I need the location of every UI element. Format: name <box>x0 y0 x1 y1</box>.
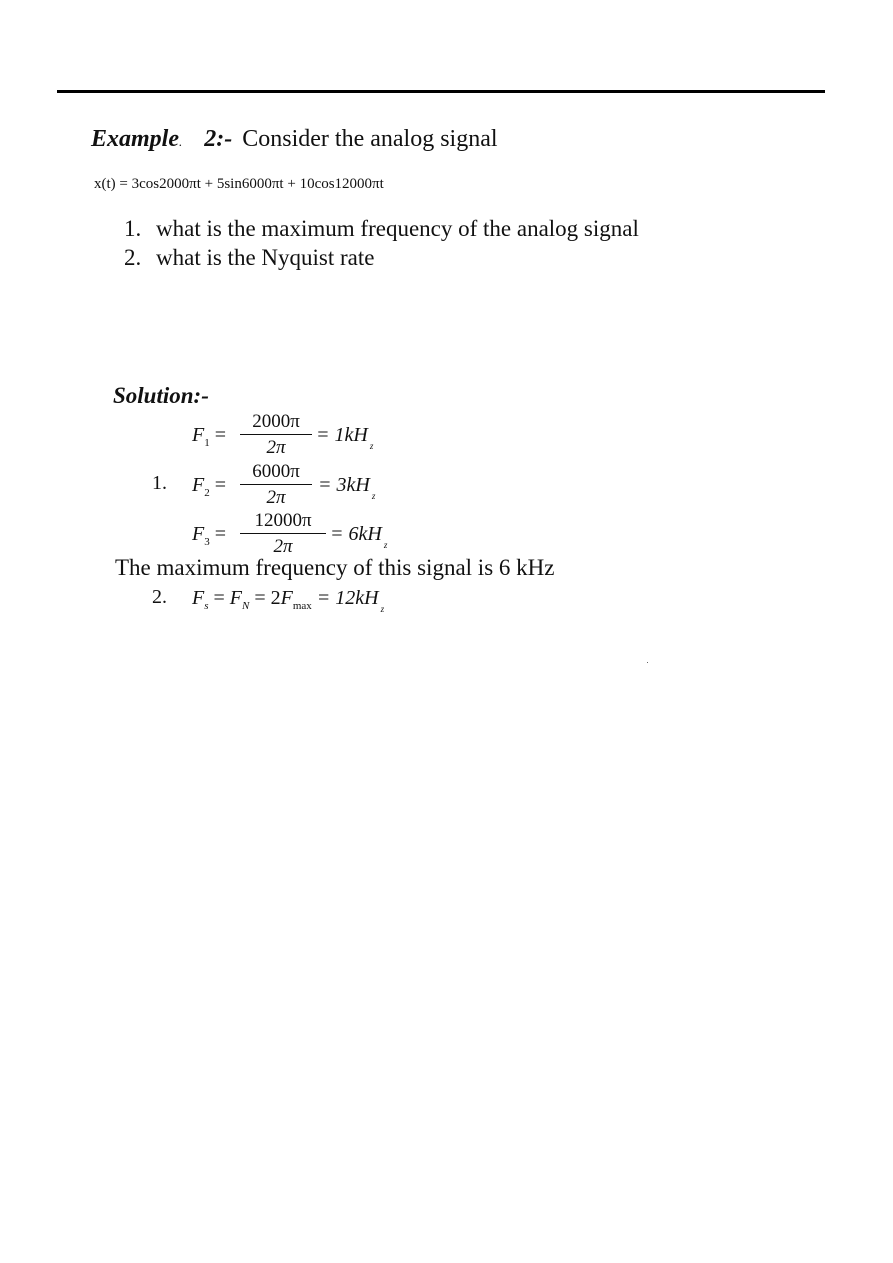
question-text: what is the maximum frequency of the analog signal <box>156 216 639 241</box>
nyquist-equation <box>192 587 384 614</box>
question-list <box>124 214 639 272</box>
f1-denominator: 2π <box>266 437 286 458</box>
f1-result <box>316 424 373 451</box>
fs-var: F <box>192 587 205 609</box>
f1-numerator: 2000π <box>252 411 300 432</box>
f2-sub: 2 <box>204 487 210 499</box>
f3-result-sub: z <box>383 540 388 550</box>
example-number: 2:- <box>204 126 233 152</box>
f3-sub: 3 <box>204 536 210 548</box>
f3-denominator: 2π <box>273 536 293 557</box>
f1-result-text: = 1kH <box>316 424 368 446</box>
question-number: 2. <box>124 245 142 270</box>
equation-term2: 5sin6000πt <box>216 176 284 192</box>
f1-result-sub: z <box>369 441 374 451</box>
fn-var: F <box>229 587 242 609</box>
f3-numerator: 12000π <box>254 510 312 531</box>
fmax-sub: max <box>292 600 312 612</box>
f3-lhs: $F_3$ = <box>192 523 226 548</box>
question-item <box>124 243 639 272</box>
fs-sub: s <box>204 600 209 612</box>
nyquist-result: = 12kH <box>311 587 379 609</box>
nyquist-eq2: = 2 <box>249 587 281 609</box>
f2-result <box>318 474 375 501</box>
f1-lhs: $F_1$ = <box>192 424 226 449</box>
solution-item-1-number: 1. <box>152 472 167 494</box>
nyquist-result-sub: z <box>380 604 385 614</box>
example-text: Consider the analog signal <box>242 126 498 152</box>
solution-title: Solution:- <box>113 383 209 408</box>
f2-result-sub: z <box>371 491 376 501</box>
question-number: 1. <box>124 216 142 241</box>
f3-var: F <box>192 523 205 545</box>
example-heading <box>91 126 498 153</box>
f1-sub: 1 <box>204 437 210 449</box>
example-dot: . <box>179 134 183 149</box>
conclusion-text: The maximum frequency of this signal is 6 kHz <box>115 555 555 580</box>
equation-plus2: + <box>283 176 300 192</box>
solution-item-2-number: 2. <box>152 586 167 608</box>
f1-var: F <box>192 424 205 446</box>
equation-term1: 3cos2000πt <box>131 176 201 192</box>
fn-sub: N <box>242 600 250 612</box>
f2-fraction <box>240 461 312 509</box>
equation-lhs: x(t) = <box>94 176 132 192</box>
f2-numerator: 6000π <box>252 461 300 482</box>
equation-term3: 10cos12000πt <box>299 176 384 192</box>
equation-plus1: + <box>200 176 217 192</box>
stray-dot <box>647 662 648 663</box>
signal-equation <box>94 176 384 193</box>
f2-lhs: $F_2$ = <box>192 474 226 499</box>
f1-fraction <box>240 411 312 459</box>
f2-var: F <box>192 474 205 496</box>
f3-result <box>330 523 387 550</box>
example-label: Example <box>91 126 179 152</box>
question-text: what is the Nyquist rate <box>156 245 375 270</box>
f3-fraction <box>240 510 326 558</box>
question-item <box>124 214 639 243</box>
nyquist-eq1: = <box>208 587 230 609</box>
f2-denominator: 2π <box>266 487 286 508</box>
f3-result-text: = 6kH <box>330 523 382 545</box>
fmax-var: F <box>280 587 293 609</box>
header-rule <box>57 90 825 93</box>
f2-result-text: = 3kH <box>318 474 370 496</box>
